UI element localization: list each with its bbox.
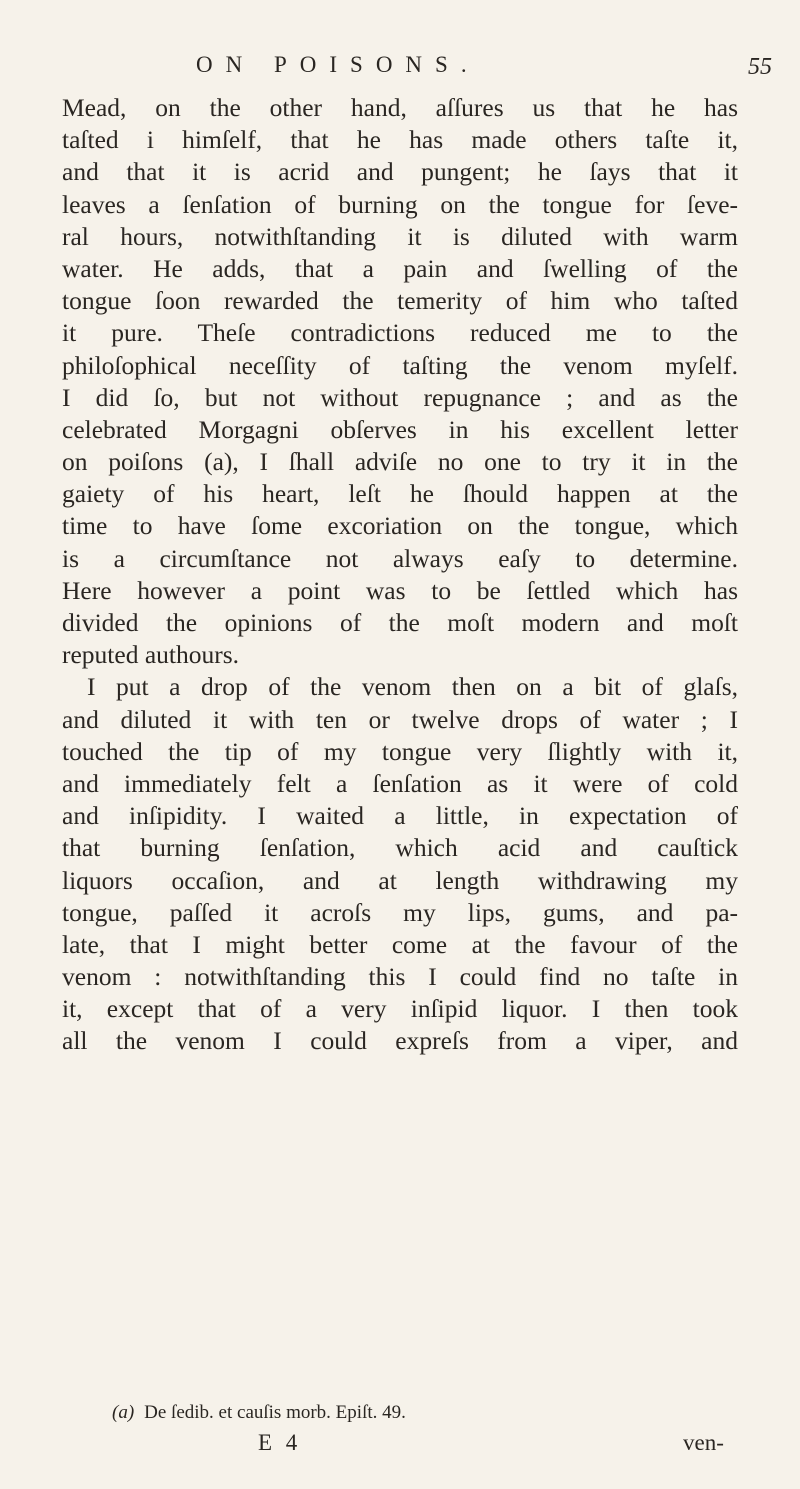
page-number: 55 <box>748 54 772 80</box>
footnote <box>112 1402 406 1424</box>
footnote-mark: (a) <box>112 1402 135 1423</box>
text-line: water. He adds, that a pain and ſwelling of the <box>62 253 738 283</box>
text-line: tongue ſoon rewarded the temerity of him who taſted <box>62 286 738 316</box>
text-line: taſted i himſelf, that he has made others taſte it, <box>62 125 738 155</box>
body-text <box>62 92 738 1058</box>
text-line: leaves a ſenſation of burning on the tongue for ſeve- <box>62 189 738 219</box>
text-line: philoſophical neceſſity of taſting the venom myſelf. <box>62 350 738 380</box>
text-line: venom : notwithſtanding this I could find no taſte in <box>62 962 738 992</box>
text-line: I did ſo, but not without repugnance ; and as the <box>62 382 738 412</box>
text-line: tongue, paſſed it acroſs my lips, gums, and pa- <box>62 897 738 927</box>
text-line: late, that I might better come at the favour of the <box>62 929 738 959</box>
text-line: is a circumſtance not always eaſy to determine. <box>62 543 738 573</box>
running-title: ON POISONS. <box>196 52 480 77</box>
text-line: and diluted it with ten or twelve drops of water ; I <box>62 704 738 734</box>
text-line: and that it is acrid and pungent; he ſays that it <box>62 157 738 187</box>
text-line: and inſipidity. I waited a little, in expectation of <box>62 801 738 831</box>
text-line: Mead, on the other hand, aſſures us that he has <box>62 93 738 122</box>
catchword: ven- <box>683 1430 724 1455</box>
text-line: gaiety of his heart, leſt he ſhould happen at the <box>62 479 738 509</box>
text-line: Here however a point was to be ſettled which has <box>62 575 738 605</box>
text-line: all the venom I could expreſs from a viper, and <box>62 1026 738 1056</box>
text-line: it, except that of a very inſipid liquor. I then took <box>62 994 738 1024</box>
text-line: liquors occaſion, and at length withdrawing my <box>62 865 738 895</box>
text-line: that burning ſenſation, which acid and cauſtick <box>62 833 738 863</box>
text-line: it pure. Theſe contradictions reduced me to the <box>62 318 738 348</box>
text-line: ral hours, notwithſtanding it is diluted with warm <box>62 221 738 251</box>
text-line: I put a drop of the venom then on a bit of glaſs, <box>87 672 738 702</box>
text-line: time to have ſome excoriation on the tongue, which <box>62 511 738 541</box>
text-line: reputed authours. <box>62 640 240 670</box>
text-line: and immediately felt a ſenſation as it were of cold <box>62 768 738 798</box>
text-line: touched the tip of my tongue very ſlightly with it, <box>62 736 738 766</box>
signature-mark: E 4 <box>258 1430 302 1455</box>
text-line: divided the opinions of the moſt modern and moſt <box>62 608 738 637</box>
text-line: celebrated Morgagni obſerves in his excellent letter <box>62 414 738 444</box>
text-line: on poiſons (a), I ſhall adviſe no one to try it in the <box>62 447 738 477</box>
footnote-text: De ſedib. et cauſis morb. Epiſt. 49. <box>144 1402 406 1423</box>
